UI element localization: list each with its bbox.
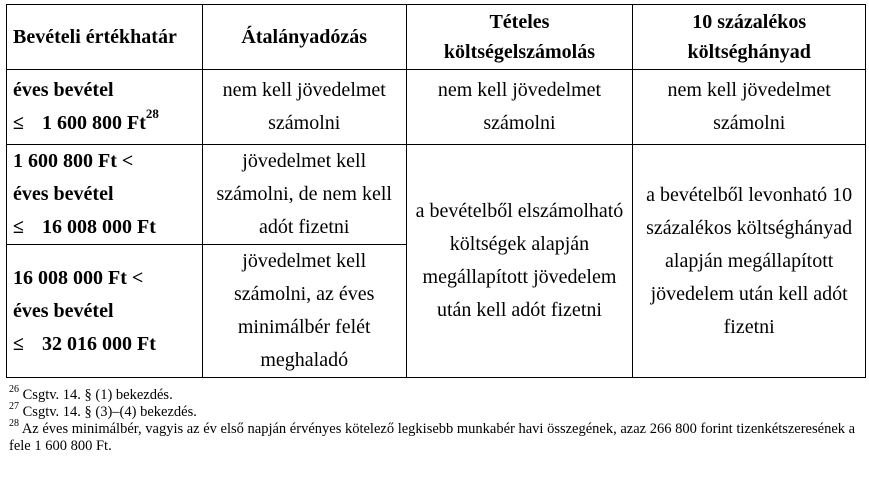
footnote-text: Csgtv. 14. § (3)–(4) bekezdés.	[19, 404, 197, 420]
footnote-text: Az éves minimálbér, vagyis az év első napján érvényes kötelező legkisebb munkabér havi összegének, azaz 266 800 forint tizenkétszeresének a fele 1 600 800 Ft.	[9, 421, 856, 454]
header-flat-rate-taxation: Átalányadózás	[202, 5, 406, 70]
header-income-threshold: Bevételi értékhatár	[7, 5, 203, 70]
threshold-line: éves bevétel	[13, 79, 114, 101]
header-itemized-cost-accounting: Tételes költségelszámolás	[406, 5, 633, 70]
income-threshold-table	[6, 4, 866, 378]
row-threshold-label	[7, 245, 203, 378]
footnote-number: 27	[9, 401, 19, 413]
threshold-line: 16 008 000 Ft <	[13, 266, 144, 289]
threshold-line: ≤ 16 008 000 Ft	[13, 216, 156, 238]
threshold-line: ≤ 32 016 000 Ft	[13, 332, 156, 355]
footnote	[9, 418, 859, 455]
threshold-line: éves bevétel	[13, 299, 114, 322]
threshold-line: 1 600 800 Ft <	[13, 150, 134, 172]
table-row	[7, 70, 866, 145]
flat-rate-cell: jövedelmet kell számolni, az éves minimálbér felét meghaladó	[202, 245, 406, 378]
threshold-line: éves bevétel	[13, 183, 114, 205]
threshold-line: ≤ 1 600 800 Ft$^{28}$	[13, 106, 159, 134]
table-header-row	[7, 5, 866, 70]
footnote	[9, 384, 859, 404]
cost-ratio-merged-cell: a bevételből levonható 10 százalékos költséghányad alapján megállapított jövedelem után kell adót fizetni	[633, 145, 866, 378]
footnotes	[9, 384, 859, 455]
footnote	[9, 401, 859, 421]
cost-ratio-cell: nem kell jövedelmet számolni	[633, 70, 866, 145]
footnote-number: 26	[9, 384, 19, 396]
flat-rate-cell: jövedelmet kell számolni, de nem kell adót fizetni	[202, 145, 406, 245]
row-threshold-label	[7, 70, 203, 145]
flat-rate-cell: nem kell jövedelmet számolni	[202, 70, 406, 145]
footnote-number: 28	[9, 418, 19, 430]
itemized-cell: nem kell jövedelmet számolni	[406, 70, 633, 145]
table-row	[7, 145, 866, 245]
footnote-ref: 28	[145, 106, 159, 122]
footnote-separator	[9, 377, 277, 378]
row-threshold-label	[7, 145, 203, 245]
header-ten-percent-cost-ratio: 10 százalékos költséghányad	[633, 5, 866, 70]
footnote-text: Csgtv. 14. § (1) bekezdés.	[19, 387, 173, 403]
itemized-merged-cell: a bevételből elszámolható költségek alapján megállapított jövedelem után kell adót fizetni	[406, 145, 633, 378]
